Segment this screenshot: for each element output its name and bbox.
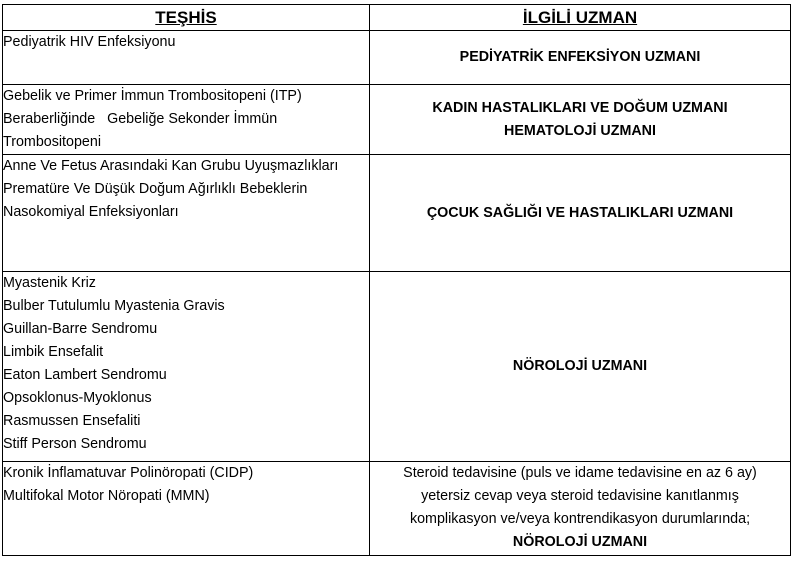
diagnosis-line: Eaton Lambert Sendromu <box>3 367 167 383</box>
diagnosis-cell <box>3 155 370 272</box>
diagnosis-line: Bulber Tutulumlu Myastenia Gravis <box>3 298 225 314</box>
specialist-line: NÖROLOJİ UZMANI <box>512 358 648 374</box>
diagnosis-specialist-table <box>2 4 791 556</box>
table-row <box>3 31 791 85</box>
diagnosis-cell <box>3 272 370 462</box>
diagnosis-line: Rasmussen Ensefaliti <box>3 413 141 429</box>
diagnosis-line: Kronik İnflamatuvar Polinöropati (CIDP) <box>3 465 254 481</box>
diagnosis-header: TEŞHİS <box>3 5 370 31</box>
note-line: Steroid tedavisine (puls ve idame tedavisine en az 6 ay) <box>403 465 757 481</box>
diagnosis-line: Anne Ve Fetus Arasındaki Kan Grubu Uyuşmazlıkları <box>3 158 339 174</box>
specialist-line: PEDİYATRİK ENFEKSİYON UZMANI <box>459 49 701 65</box>
diagnosis-line: Myastenik Kriz <box>3 275 96 291</box>
specialist-header: İLGİLİ UZMAN <box>370 5 791 31</box>
specialist-note-cell <box>370 462 791 556</box>
specialist-cell <box>370 85 791 155</box>
diagnosis-line: Pediyatrik HIV Enfeksiyonu <box>3 34 176 50</box>
note-line: komplikasyon ve/veya kontrendikasyon durumlarında; <box>409 511 751 527</box>
specialist-line: HEMATOLOJİ UZMANI <box>504 122 656 139</box>
diagnosis-cell <box>3 85 370 155</box>
table-row <box>3 462 791 556</box>
specialist-cell <box>370 272 791 462</box>
specialist-line: KADIN HASTALIKLARI VE DOĞUM UZMANI <box>432 99 728 116</box>
diagnosis-line: Beraberliğinde Gebeliğe Sekonder İmmün <box>3 111 278 127</box>
diagnosis-line: Prematüre Ve Düşük Doğum Ağırlıklı Bebeklerin <box>3 181 308 197</box>
diagnosis-cell <box>3 462 370 556</box>
header-row <box>3 5 791 31</box>
diagnosis-line: Stiff Person Sendromu <box>3 436 147 452</box>
diagnosis-line: Opsoklonus-Myoklonus <box>3 390 152 406</box>
specialist-line: NÖROLOJİ UZMANI <box>512 534 648 550</box>
table-row <box>3 155 791 272</box>
table-row <box>3 85 791 155</box>
diagnosis-cell <box>3 31 370 85</box>
table-row <box>3 272 791 462</box>
diagnosis-line: Gebelik ve Primer İmmun Trombositopeni (ITP) <box>3 88 302 104</box>
specialist-line: ÇOCUK SAĞLIĞI VE HASTALIKLARI UZMANI <box>426 204 734 221</box>
diagnosis-line: Limbik Ensefalit <box>3 344 104 360</box>
diagnosis-line: Nasokomiyal Enfeksiyonları <box>3 204 179 220</box>
note-line: yetersiz cevap veya steroid tedavisine kanıtlanmış <box>421 488 739 504</box>
specialist-cell <box>370 31 791 85</box>
diagnosis-line: Guillan-Barre Sendromu <box>3 321 158 337</box>
specialist-cell <box>370 155 791 272</box>
diagnosis-line: Multifokal Motor Nöropati (MMN) <box>3 488 210 504</box>
diagnosis-line: Trombositopeni <box>3 134 102 150</box>
